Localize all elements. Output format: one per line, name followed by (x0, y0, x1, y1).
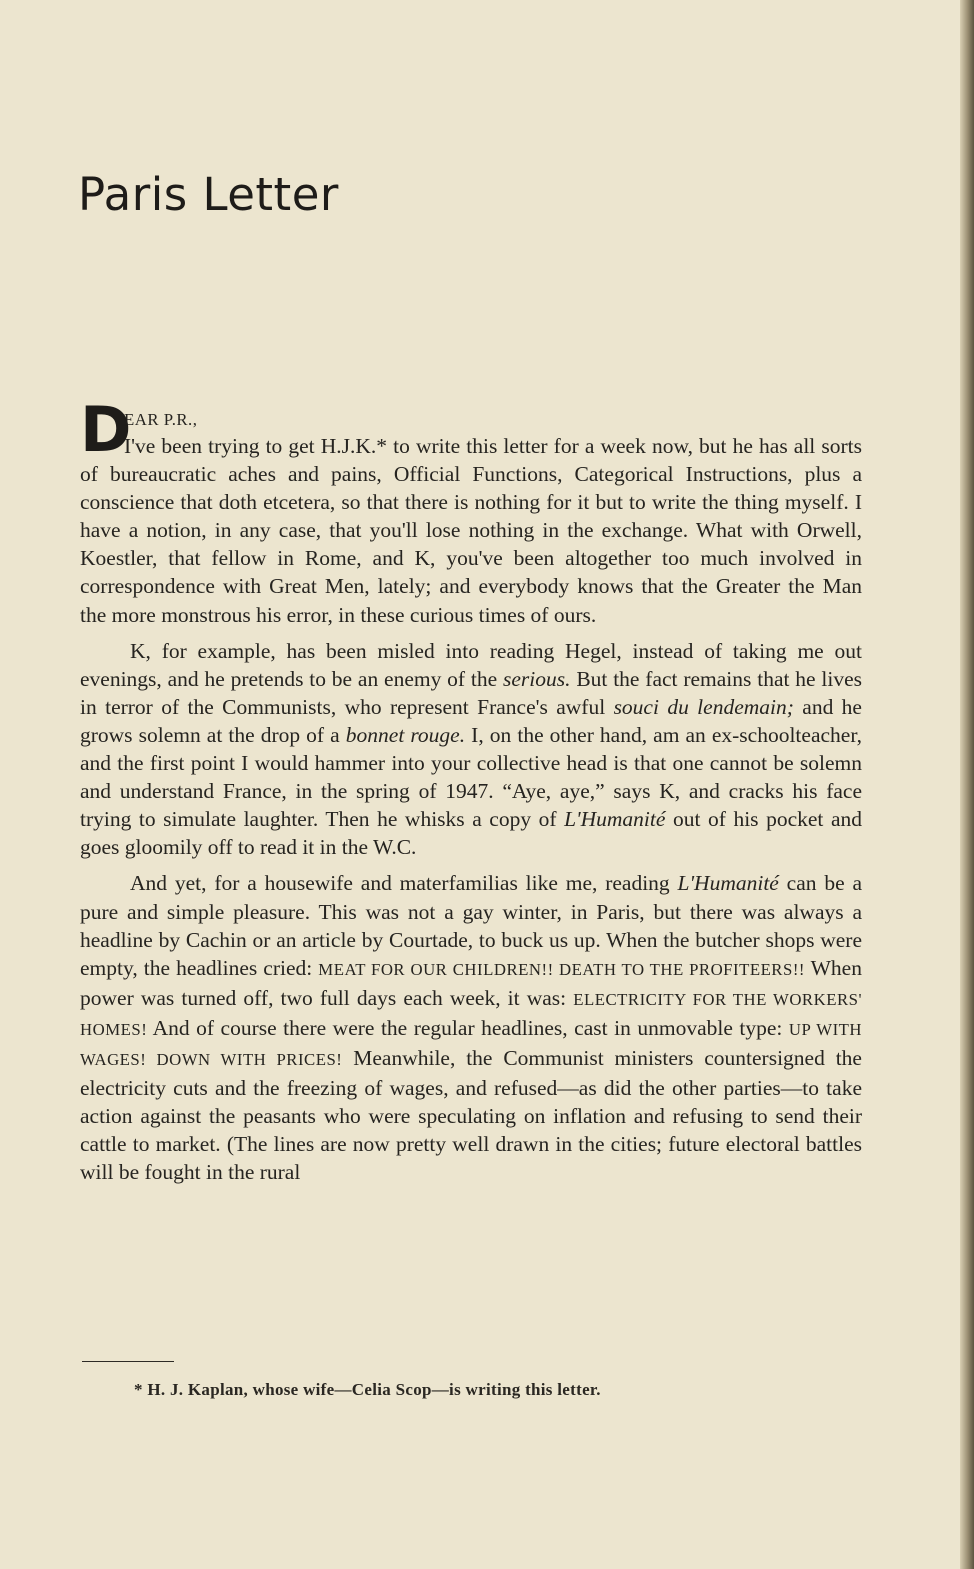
paragraph-1: I've been trying to get H.J.K.* to write this letter for a week now, but he has all sorts of bureaucratic aches and pains, Official Functions, Categorical Instructions, plus a conscience that doth etcetera, so that there is nothing for it but to write the thing myself. I have a notion, in any case, that you'll lose nothing in the exchange. What with Orwell, Koestler, that fellow in Rome, and K, you've been altogether too much involved in correspondence with Great Men, lately; and everybody knows that the Greater the Man the more monstrous his error, in these curious times of ours. (80, 434, 862, 627)
letter-body (80, 393, 863, 1186)
drop-cap: D (80, 393, 132, 466)
footnote: * H. J. Kaplan, whose wife—Celia Scop—is writing this letter. (134, 1380, 601, 1399)
page-edge-shadow (960, 0, 974, 1569)
paragraph-2: K, for example, has been misled into reading Hegel, instead of taking me out evenings, and he pretends to be an enemy of the serious. But the fact remains that he lives in terror of the Communists, who represent France's awful souci du lendemain; and he grows solemn at the drop of a bonnet rouge. I, on the other hand, am an ex-schoolteacher, and the first point I would hammer into your collective head is that one cannot be solemn and understand France, in the spring of 1947. “Aye, aye,” says K, and cracks his face trying to simulate laughter. Then he whisks a copy of L'Humanité out of his pocket and goes gloomily off to read it in the W.C. (80, 638, 863, 860)
salutation-text: EAR P.R., (124, 410, 198, 429)
salutation (80, 393, 862, 466)
headline-meat: MEAT FOR OUR CHILDREN!! DEATH TO THE PROFITEERS!! (318, 959, 805, 979)
headline-electricity: ELECTRICITY FOR THE WORKERS' HOMES! (80, 989, 862, 1039)
paragraph-3: And yet, for a housewife and materfamilias like me, reading L'Humanité can be a pure and simple pleasure. This was not a gay winter, in Paris, but there was always a headline by Cachin or an article by Courtade, to buck us up. When the butcher shops were empty, the headlines cried: MEAT FOR OUR CHILDREN!! DEATH TO THE PROFITEERS!! When power was turned off, two full days each week, it was: ELECTRICITY FOR THE WORKERS' HOMES! And of course there were the regular headlines, cast in unmovable type: UP WITH WAGES! DOWN WITH PRICES! Meanwhile, the Communist ministers countersigned the electricity cuts and the freezing of wages, and refused—as did the other parties—to take action against the peasants who were speculating on inflation and refusing to send their cattle to market. (The lines are now pretty well drawn in the cities; future electoral battles will be fought in the rural (80, 871, 863, 1185)
headline-wages: UP WITH WAGES! DOWN WITH PRICES! (80, 1019, 862, 1069)
page-title: Paris Letter (78, 168, 339, 221)
footnote-rule (82, 1361, 174, 1362)
